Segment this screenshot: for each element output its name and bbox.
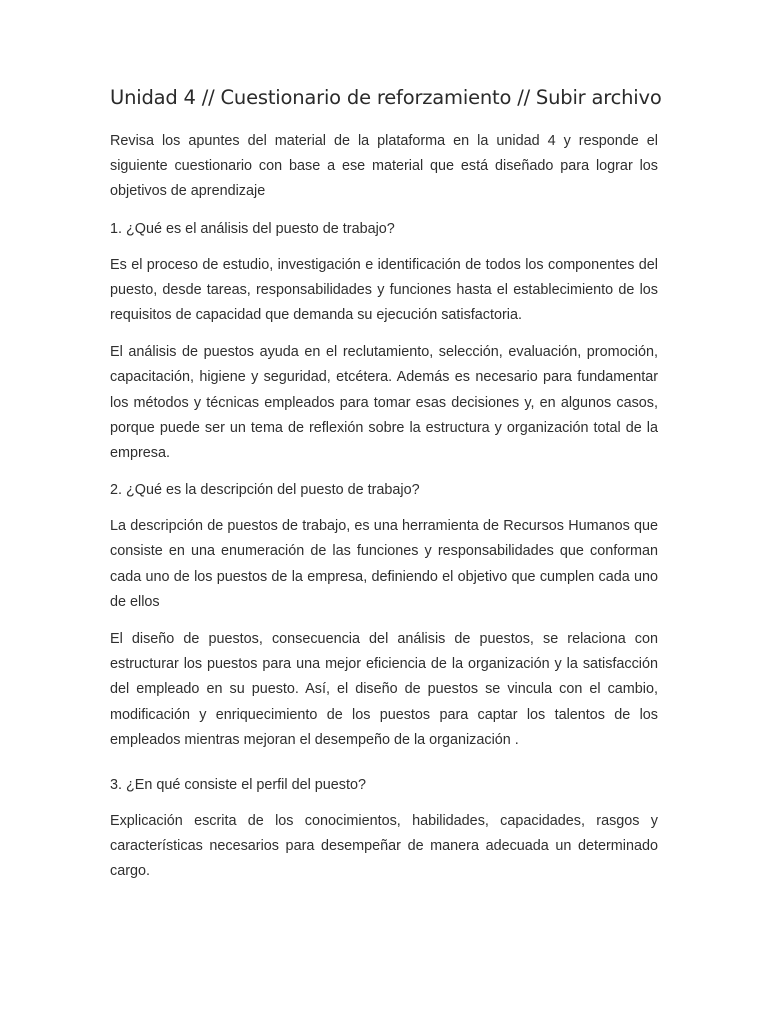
answer-2-paragraph-1: La descripción de puestos de trabajo, es una herramienta de Recursos Humanos que consiste en una enumeración de las funciones y responsabilidades que conforman cada uno de los puestos de la empresa, definiendo el objetivo que cumplen cada uno de ellos xyxy=(110,518,658,610)
question-3: 3. ¿En qué consiste el perfil del puesto? xyxy=(110,777,366,794)
answer-1-paragraph-1: Es el proceso de estudio, investigación e identificación de todos los componentes del puesto, desde tareas, responsabilidades y funciones hasta el establecimiento de los requisitos de capacidad que demanda su ejecución satisfactoria. xyxy=(110,256,658,324)
question-2: 2. ¿Qué es la descripción del puesto de trabajo? xyxy=(110,482,420,499)
intro-paragraph: Revisa los apuntes del material de la plataforma en la unidad 4 y responde el siguiente cuestionario con base a ese material que está diseñado para lograr los objetivos de aprendizaje xyxy=(110,133,658,200)
answer-1-paragraph-2: El análisis de puestos ayuda en el reclutamiento, selección, evaluación, promoción, capacitación, higiene y seguridad, etcétera. Además es necesario para fundamentar los métodos y técnicas empleados para tomar esas decisiones y, en algunos casos, porque puede ser un tema de reflexión sobre la estructura y organización total de la empresa. xyxy=(110,344,658,462)
answer-2-paragraph-2: El diseño de puestos, consecuencia del análisis de puestos, se relaciona con estructurar los puestos para una mejor eficiencia de la organización y la satisfacción del empleado en su puesto. Así, el diseño de puestos se vincula con el cambio, modificación y enriquecimiento de los puestos para captar los talentos de los empleados mientras mejoran el desempeño de la organización . xyxy=(110,631,658,748)
answer-3-paragraph-1: Explicación escrita de los conocimientos, habilidades, capacidades, rasgos y características necesarios para desempeñar de manera adecuada un determinado cargo. xyxy=(110,813,658,880)
question-1: 1. ¿Qué es el análisis del puesto de trabajo? xyxy=(110,220,395,237)
page-title: Unidad 4 // Cuestionario de reforzamiento // Subir archivo xyxy=(110,86,662,109)
document-page xyxy=(110,86,662,897)
